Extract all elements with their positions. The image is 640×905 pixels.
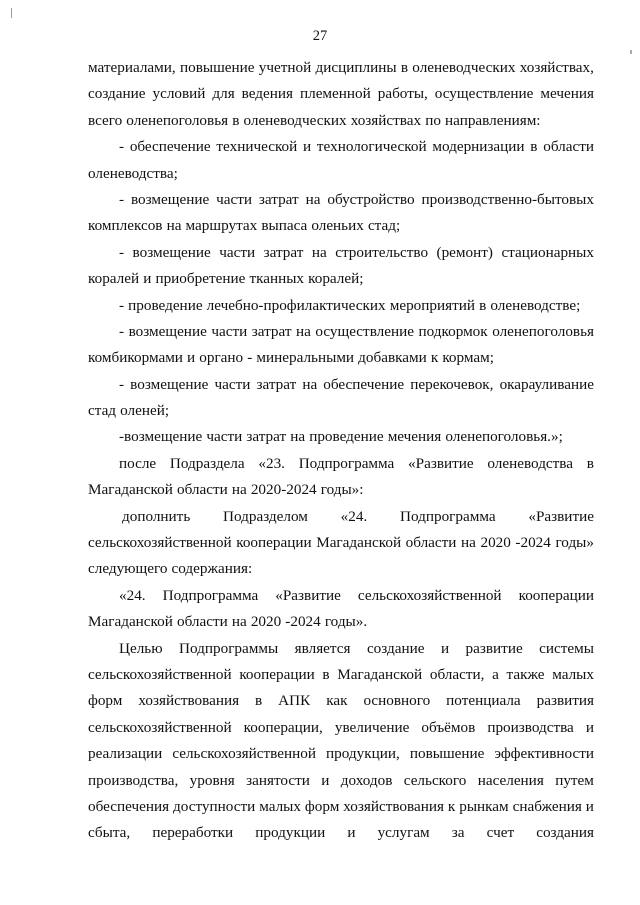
text-line: обеспечения доступности малых форм хозяйствования к рынкам снабжения и — [88, 797, 594, 815]
text-line: реализации сельскохозяйственной продукции, повышение эффективности — [88, 745, 594, 763]
text-line: создание условий для ведения племенной работы, осуществление мечения — [88, 85, 594, 103]
scan-mark — [630, 50, 632, 54]
text-line: форм хозяйствования в АПК как основного потенциала развития — [88, 692, 594, 710]
text-line: сельскохозяйственной кооперации в Магаданской области, а также малых — [88, 665, 594, 683]
text-line: - возмещение части затрат на строительство (ремонт) стационарных — [119, 243, 594, 261]
text-line: следующего содержания: — [88, 560, 253, 578]
text-line: стад оленей; — [88, 402, 170, 420]
text-line: Магаданской области на 2020-2024 годы»: — [88, 481, 364, 499]
text-line: всего оленепоголовья в оленеводческих хозяйствах по направлениям: — [88, 111, 541, 129]
text-line: сбыта, переработки продукции и услугам за счет создания — [88, 824, 594, 842]
scan-mark — [11, 8, 12, 18]
text-line: Целью Подпрограммы является создание и развитие системы — [119, 639, 594, 657]
text-line: -возмещение части затрат на проведение мечения оленепоголовья.»; — [119, 428, 563, 446]
text-line: - обеспечение технической и технологической модернизации в области — [119, 138, 594, 156]
text-line: «24. Подпрограмма «Развитие сельскохозяйственной кооперации — [119, 586, 594, 604]
page-number: 27 — [312, 28, 328, 44]
text-line: дополнить Подразделом «24. Подпрограмма «Развитие — [122, 507, 594, 525]
text-line: производства, уровня занятости и доходов сельского населения путем — [88, 771, 594, 789]
text-line: - проведение лечебно-профилактических мероприятий в оленеводстве; — [119, 296, 581, 314]
text-line: сельскохозяйственной кооперации Магаданской области на 2020 -2024 годы» — [88, 534, 594, 552]
text-line: Магаданской области на 2020 -2024 годы». — [88, 613, 368, 631]
text-line: материалами, повышение учетной дисциплины в оленеводческих хозяйствах, — [88, 59, 594, 76]
text-line: сельскохозяйственной кооперации, увеличение объёмов производства и — [88, 718, 594, 736]
text-line: - возмещение части затрат на обеспечение перекочевок, окарауливание — [119, 375, 594, 393]
body-text — [88, 55, 594, 847]
text-line: комбикормами и органо - минеральными добавками к кормам; — [88, 349, 494, 367]
text-line: оленеводства; — [88, 164, 178, 182]
text-line: - возмещение части затрат на осуществление подкормок оленепоголовья — [119, 322, 594, 340]
text-line: комплексов на маршрутах выпаса оленьих стад; — [88, 217, 401, 235]
text-line: коралей и приобретение тканных коралей; — [88, 270, 364, 288]
text-line: - возмещение части затрат на обустройство производственно-бытовых — [119, 190, 594, 208]
text-line: после Подраздела «23. Подпрограмма «Развитие оленеводства в — [119, 454, 594, 472]
